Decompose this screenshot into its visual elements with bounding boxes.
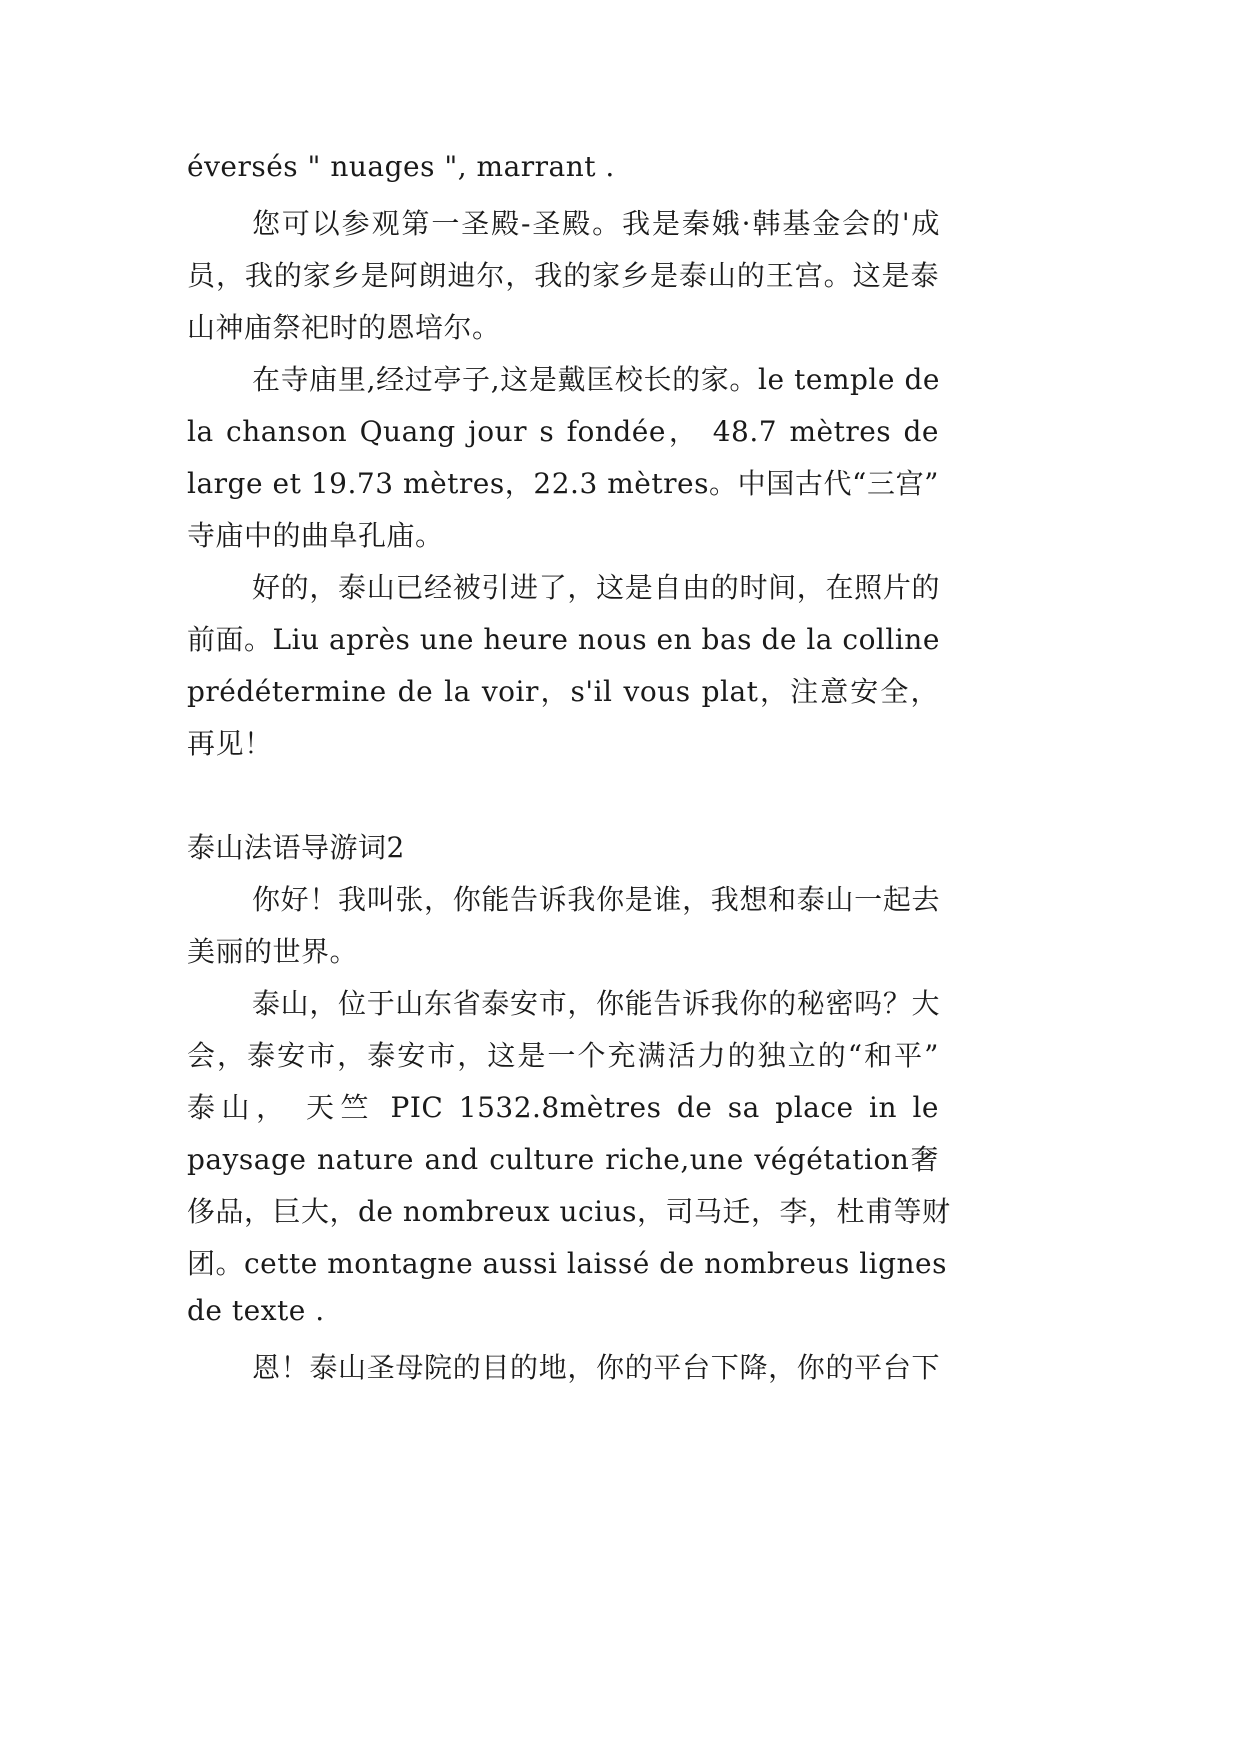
- section-heading: 泰山法语导游词2: [187, 831, 405, 864]
- paragraph-line: paysage nature and culture riche,une végétation奢: [187, 1143, 939, 1176]
- paragraph-line: 泰山，位于山东省泰安市，你能告诉我你的秘密吗？大: [252, 987, 940, 1020]
- paragraph-line: 泰山， 天竺 PIC 1532.8mètres de sa place in le: [187, 1091, 939, 1124]
- paragraph-line: prédétermine de la voir，s'il vous plat，注意安全，: [187, 675, 939, 708]
- text-line: éversés " nuages ", marrant .: [187, 150, 615, 183]
- paragraph-line: 好的，泰山已经被引进了，这是自由的时间，在照片的: [252, 571, 940, 604]
- paragraph-line: 再见！: [187, 727, 273, 760]
- paragraph-line: large et 19.73 mètres，22.3 mètres。中国古代“三宫”: [187, 467, 939, 500]
- paragraph-line: 前面。Liu après une heure nous en bas de la colline: [187, 623, 940, 656]
- paragraph-line: 团。cette montagne aussi laissé de nombreus lignes: [187, 1247, 947, 1280]
- paragraph-line: 美丽的世界。: [187, 935, 359, 968]
- paragraph-line: de texte .: [187, 1294, 325, 1327]
- paragraph-line: 山神庙祭祀时的恩培尔。: [187, 311, 501, 344]
- paragraph-line: 在寺庙里,经过亭子,这是戴匡校长的家。le temple de: [252, 363, 940, 396]
- paragraph-line: la chanson Quang jour s fondée， 48.7 mètres de: [187, 415, 939, 448]
- paragraph-line: 您可以参观第一圣殿-圣殿。我是秦娥·韩基金会的'成: [252, 207, 940, 240]
- paragraph-line: 你好！我叫张，你能告诉我你是谁，我想和泰山一起去: [252, 883, 940, 916]
- paragraph-line: 会，泰安市，泰安市，这是一个充满活力的独立的“和平”: [187, 1039, 939, 1072]
- paragraph-line: 侈品，巨大，de nombreux ucius，司马迁，李，杜甫等财: [187, 1195, 951, 1228]
- paragraph-line: 恩！泰山圣母院的目的地，你的平台下降，你的平台下: [252, 1351, 940, 1384]
- paragraph-line: 员，我的家乡是阿朗迪尔，我的家乡是泰山的王宫。这是泰: [187, 259, 939, 292]
- paragraph-line: 寺庙中的曲阜孔庙。: [187, 519, 444, 552]
